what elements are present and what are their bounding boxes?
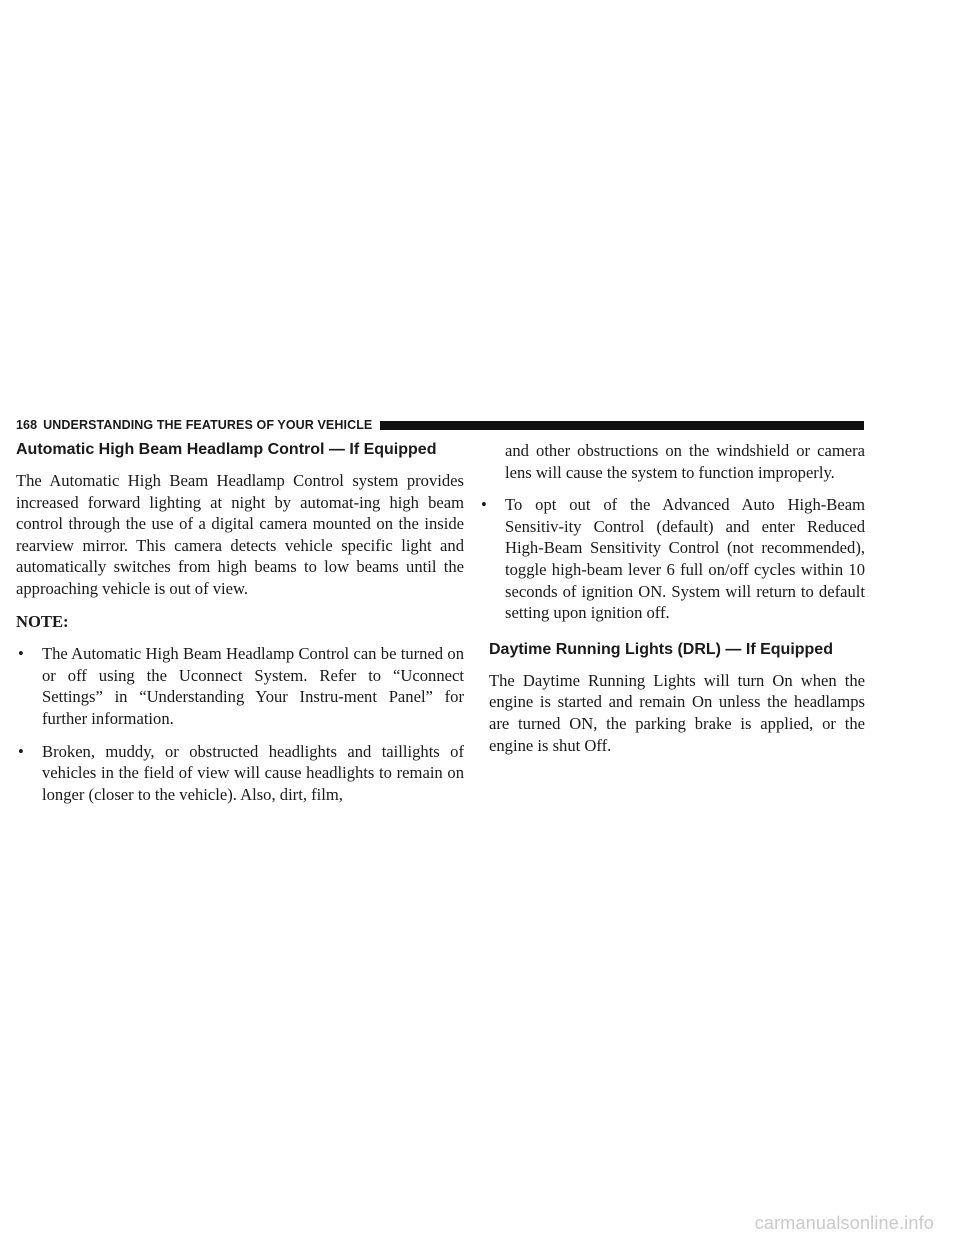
bullet-icon: • (481, 495, 487, 515)
bullet-continuation: and other obstructions on the windshield or camera lens will cause the system to function improperly. (505, 441, 865, 482)
note-bullet-list (16, 643, 464, 805)
watermark: carmanualsonline.info (754, 1213, 934, 1233)
intro-paragraph: The Automatic High Beam Headlamp Control system provides increased forward lighting at night by automat-ing high beam control through the use of a digital camera mounted on the inside rearview mirror. This camera detects vehicle specific light and automatically switches from high beams to low beams until the approaching vehicle is out of view. (16, 471, 464, 598)
bullet-icon: • (18, 741, 24, 761)
bullet-text: The Automatic High Beam Headlamp Control can be turned on or off using the Uconnect System. Refer to “Uconnect Settings” in “Understanding Your Instru-ment Panel” for further information. (42, 644, 464, 728)
section-heading-drl: Daytime Running Lights (DRL) — If Equipped (489, 640, 833, 658)
section-heading-auto-high-beam: Automatic High Beam Headlamp Control — If Equipped (16, 441, 437, 458)
left-column (16, 440, 464, 816)
header-rule (380, 421, 864, 430)
bullet-text: Broken, muddy, or obstructed headlights and taillights of vehicles in the field of view will cause headlights to remain on longer (closer to the vehicle). Also, dirt, film, (42, 741, 464, 804)
list-item (481, 494, 865, 624)
right-column (481, 440, 865, 767)
bullet-icon: • (18, 644, 24, 664)
page-header (16, 418, 864, 432)
bullet-text: To opt out of the Advanced Auto High-Beam Sensitiv-ity Control (default) and enter Reduced High-Beam Sensitivity Control (not recommended), toggle high-beam lever 6 full on/off cycles within 10 seconds of ignition ON. System will return to default setting upon ignition off. (505, 495, 865, 623)
section-title: UNDERSTANDING THE FEATURES OF YOUR VEHICLE (43, 418, 373, 432)
list-item (16, 643, 464, 729)
drl-paragraph: The Daytime Running Lights will turn On when the engine is started and remain On unless the headlamps are turned ON, the parking brake is applied, or the engine is shut Off. (489, 670, 865, 755)
note-label: NOTE: (16, 611, 69, 631)
page-number: 168 (16, 418, 38, 432)
note-bullet-list-continued (481, 494, 865, 624)
list-item (16, 741, 464, 806)
